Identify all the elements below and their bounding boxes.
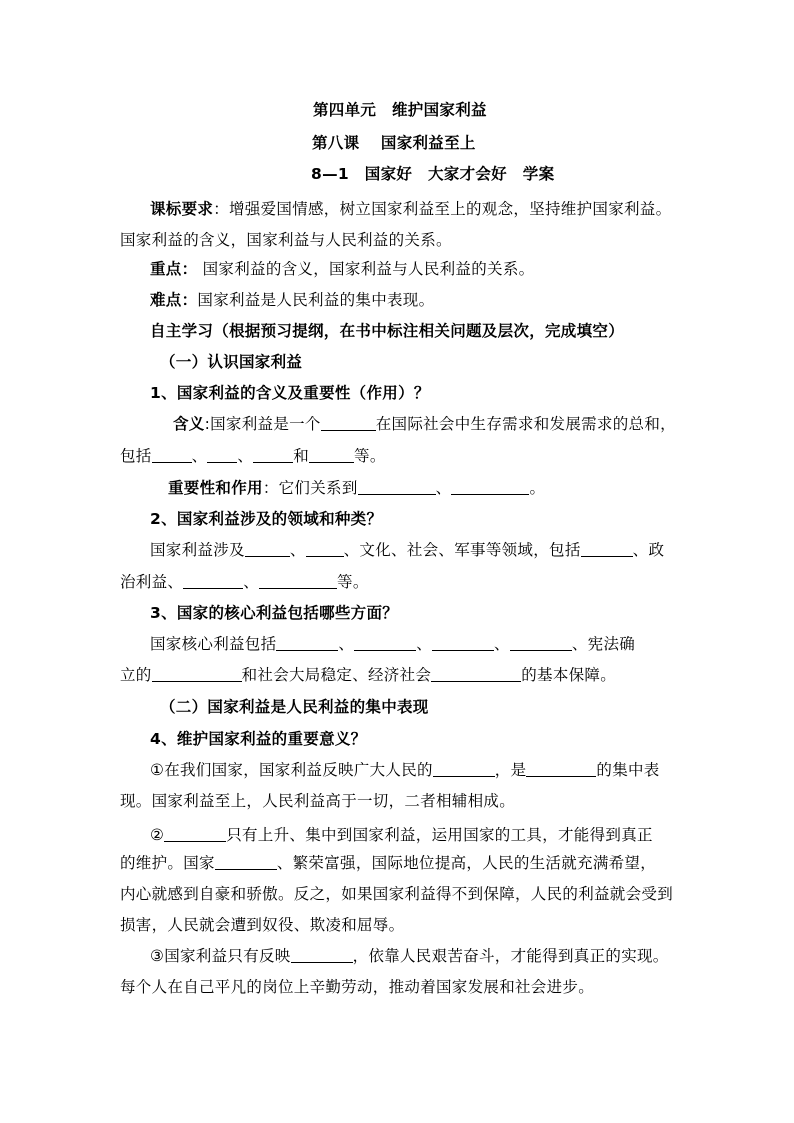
- q4-p3-line-1: ③国家利益只有反映 ，依靠人民艰苦奋斗，才能得到真正的实现。: [150, 947, 669, 965]
- q1-question: 1、国家利益的含义及重要性（作用）？: [150, 384, 430, 402]
- q4-question: 4、维护国家利益的重要意义？: [150, 730, 367, 748]
- q2-line-2: 治利益、 、 等。: [120, 573, 369, 591]
- q4-p1-line-2: 现。国家利益至上，人民利益高于一切，二者相辅相成。: [120, 792, 516, 810]
- q2-question: 2、国家利益涉及的领域和种类？: [150, 510, 383, 528]
- key-point: [150, 259, 534, 279]
- unit-title: 第四单元 维护国家利益: [313, 101, 487, 119]
- difficulty-label: 难点：: [150, 291, 198, 309]
- q1-includes: 包括 、 、 和 等。: [120, 447, 386, 465]
- q1-importance: 重要性和作用：它们关系到 、 。: [168, 479, 546, 497]
- requirements-line-2: 国家利益的含义，国家利益与人民利益的关系。: [120, 231, 452, 249]
- section-title: 8—1 国家好 大家才会好 学案: [311, 165, 555, 183]
- q1-meaning: 含义:国家利益是一个 在国际社会中生存需求和发展需求的总和，: [173, 415, 676, 433]
- fill-blank[interactable]: [152, 446, 192, 463]
- q4-p3-line-2: 每个人在自己平凡的岗位上辛勤劳动，推动着国家发展和社会进步。: [120, 978, 595, 996]
- lesson-title: 第八课 国家利益至上: [312, 134, 476, 152]
- requirements-label: 课标要求: [150, 200, 214, 218]
- fill-blank[interactable]: [581, 540, 633, 557]
- q4-p2-line-3: 内心就感到自豪和骄傲。反之，如果国家利益得不到保障，人民的利益就会受到: [120, 885, 674, 903]
- fill-blank[interactable]: [358, 478, 436, 495]
- part1-heading: （一）认识国家利益: [160, 353, 303, 371]
- q4-p1-line-1: ①在我们国家，国家利益反映广大人民的 ，是 的集中表: [150, 761, 660, 779]
- difficulty-text: 国家利益是人民利益的集中表现。: [197, 291, 435, 309]
- q4-p2-line-2: 的维护。国家 、繁荣富强，国际地位提高，人民的生活就充满希望，: [120, 854, 657, 872]
- q2-line-1: 国家利益涉及 、 、文化、社会、军事等领域，包括 、政: [150, 541, 665, 559]
- fill-blank[interactable]: [433, 760, 495, 777]
- difficulty: [150, 290, 434, 310]
- fill-blank[interactable]: [306, 540, 344, 557]
- fill-blank[interactable]: [451, 478, 529, 495]
- fill-blank[interactable]: [245, 540, 290, 557]
- q3-line-1: 国家核心利益包括 、 、 、 、宪法确: [150, 635, 636, 653]
- fill-blank[interactable]: [510, 634, 572, 651]
- fill-blank[interactable]: [215, 853, 277, 870]
- importance-label: 重要性和作用: [168, 479, 263, 497]
- fill-blank[interactable]: [354, 634, 416, 651]
- key-point-label: 重点：: [150, 260, 198, 278]
- q4-p2-line-1: ② 只有上升、集中到国家利益，运用国家的工具，才能得到真正: [150, 826, 653, 844]
- fill-blank[interactable]: [183, 572, 243, 589]
- q3-line-2: 立的 和社会大局稳定、经济社会 的基本保障。: [120, 666, 617, 684]
- fill-blank[interactable]: [431, 665, 521, 682]
- fill-blank[interactable]: [526, 760, 596, 777]
- part2-heading: （二）国家利益是人民利益的集中表现: [160, 698, 429, 716]
- key-point-text: 国家利益的含义，国家利益与人民利益的关系。: [197, 260, 535, 278]
- requirements-line-1: [150, 199, 671, 219]
- fill-blank[interactable]: [276, 634, 338, 651]
- fill-blank[interactable]: [207, 446, 237, 463]
- q4-p2-line-4: 损害，人民就会遭到奴役、欺凌和屈辱。: [120, 916, 405, 934]
- meaning-label: 含义: [173, 415, 205, 433]
- requirements-text: ：增强爱国情感，树立国家利益至上的观念，坚持维护国家利益。: [213, 200, 672, 218]
- fill-blank[interactable]: [253, 446, 293, 463]
- self-study-title: 自主学习（根据预习提纲，在书中标注相关问题及层次，完成填空）: [150, 322, 625, 340]
- fill-blank[interactable]: [321, 414, 376, 431]
- q3-question: 3、国家的核心利益包括哪些方面？: [150, 604, 399, 622]
- fill-blank[interactable]: [152, 665, 242, 682]
- fill-blank[interactable]: [309, 446, 354, 463]
- fill-blank[interactable]: [291, 946, 353, 963]
- fill-blank[interactable]: [164, 825, 226, 842]
- fill-blank[interactable]: [432, 634, 494, 651]
- fill-blank[interactable]: [259, 572, 337, 589]
